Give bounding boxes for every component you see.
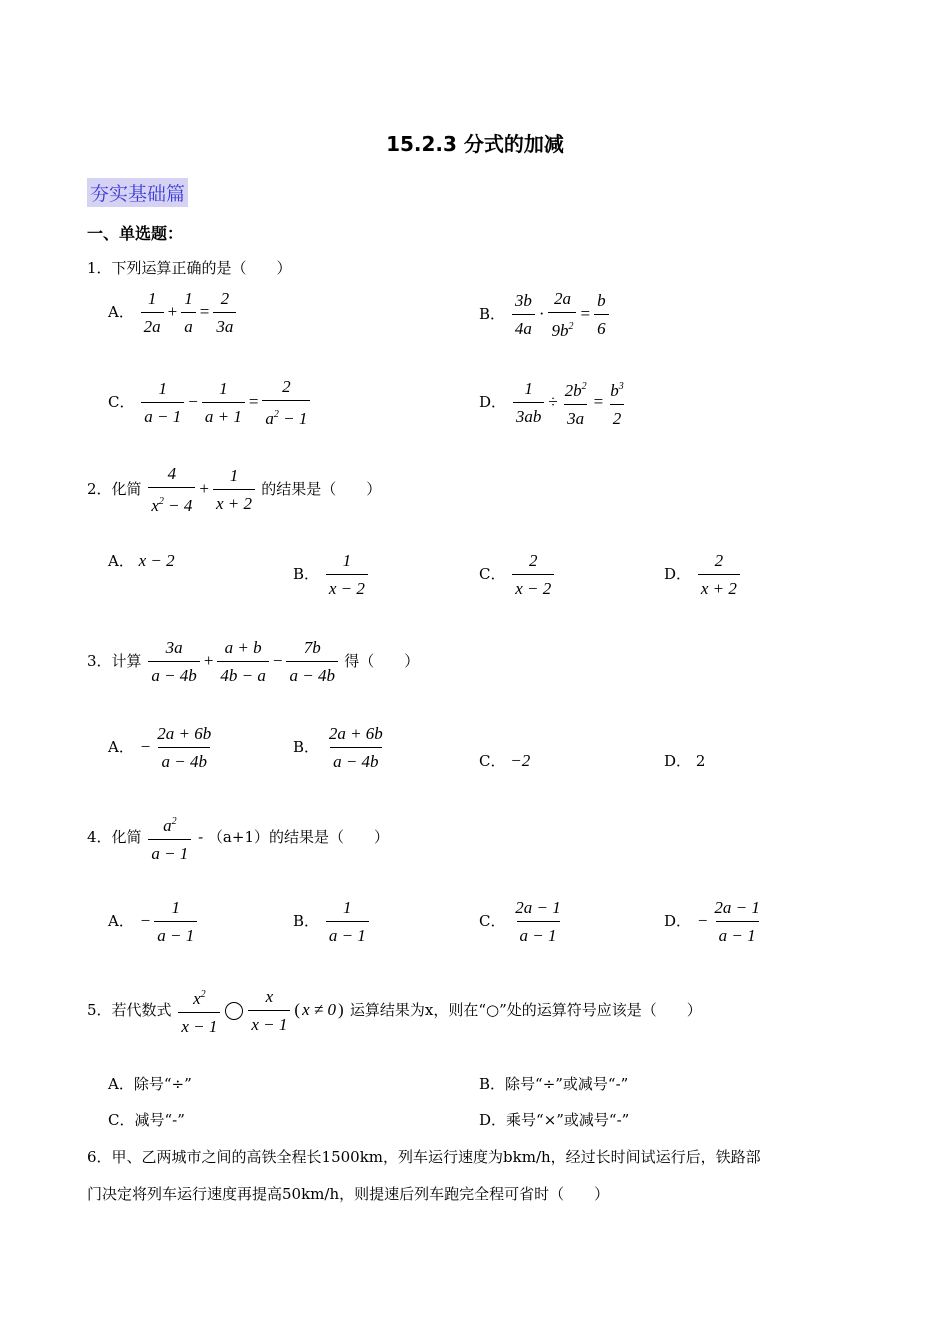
q4-expression: $\frac{a^2}{a - 1}$	[146, 827, 193, 846]
section-heading: 一、单选题：	[87, 224, 184, 243]
q3-prefix: 3．计算	[87, 651, 142, 670]
q1-option-b-label: B．	[479, 304, 506, 323]
q1-option-c-formula: $\frac{1}{a - 1}$ − $\frac{1}{a + 1}$ = $\frac{2}{a^2 - 1}$	[139, 392, 312, 411]
q3-option-d-value: 2	[695, 752, 706, 770]
q4-option-d	[664, 897, 765, 947]
q1-option-d	[479, 376, 629, 430]
q2-option-a	[108, 550, 175, 571]
q1-option-a-label: A．	[108, 302, 134, 321]
q5-option-d: D．乘号“×”或减号“-”	[479, 1111, 630, 1129]
q2-option-d	[664, 550, 742, 600]
q3-suffix: 得（ ）	[344, 651, 420, 670]
q2-expression: $\frac{4}{x^2 - 4}$ + $\frac{1}{x + 2}$	[146, 479, 261, 498]
q5-prefix: 5．若代数式	[87, 1000, 172, 1019]
q3-option-b-formula: $\frac{2a + 6b}{a - 4b}$	[328, 724, 383, 771]
q1-option-a-formula: $\frac{1}{2a}$ + $\frac{1}{a}$ = $\frac{2}{3a}$	[139, 302, 239, 321]
q5-option-b: B．除号“÷”或减号“-”	[479, 1075, 629, 1093]
q2-option-c-label: C．	[479, 564, 506, 583]
q2-option-d-formula: $\frac{2}{x + 2}$	[696, 564, 742, 583]
q3-option-c	[479, 750, 530, 771]
q2-option-d-label: D．	[664, 564, 692, 583]
q2-option-a-formula: x − 2	[138, 551, 175, 570]
q4-option-d-label: D．	[664, 911, 692, 930]
q4-option-b	[293, 897, 371, 947]
q4-option-d-formula: − $\frac{2a - 1}{a - 1}$	[697, 898, 760, 945]
q2-prefix: 2．化简	[87, 479, 142, 498]
q1-option-c-label: C．	[108, 392, 135, 411]
q3-option-d-label: D．	[664, 752, 692, 770]
q2-option-b	[293, 550, 370, 600]
q4-prefix: 4．化简	[87, 827, 142, 846]
q5-expression: $\frac{x^2}{x - 1}$ $\frac{x}{x - 1}$ ( x ≠ 0 )	[176, 1000, 350, 1019]
q2-suffix: 的结果是（ ）	[261, 479, 382, 498]
question-6-line-2: 门决定将列车运行速度再提高50km/h，则提速后列车跑完全程可省时（ ）	[87, 1185, 610, 1203]
question-5-stem	[87, 984, 702, 1038]
section-banner: 夯实基础篇	[87, 178, 188, 207]
q3-option-a	[108, 723, 216, 773]
q1-option-b-formula: $\frac{3b}{4a}$ · $\frac{2a}{9b^2}$ = $\frac{b}{6}$	[510, 304, 611, 323]
q4-option-c-label: C．	[479, 911, 506, 930]
q3-option-d	[664, 750, 705, 771]
q2-option-a-label: A．	[108, 552, 134, 570]
q1-option-c	[108, 376, 312, 430]
question-4-stem	[87, 811, 389, 865]
q5-suffix: 运算结果为x，则在“○”处的运算符号应该是（ ）	[349, 1000, 702, 1019]
q3-option-b	[293, 723, 388, 773]
q4-option-a	[108, 897, 199, 947]
q1-option-a	[108, 288, 238, 338]
q3-option-a-label: A．	[108, 737, 134, 756]
q4-option-c	[479, 897, 566, 947]
q4-option-b-formula: $\frac{1}{a - 1}$	[324, 911, 371, 930]
operator-circle-icon	[225, 1002, 243, 1020]
question-6-line-1: 6．甲、乙两城市之间的高铁全程长1500km，列车运行速度为bkm/h，经过长时间试运行后，铁路部	[87, 1148, 761, 1166]
q2-option-c	[479, 550, 556, 600]
page-title: 15.2.3 分式的加减	[386, 132, 564, 156]
q2-option-c-formula: $\frac{2}{x - 2}$	[510, 564, 556, 583]
q1-option-b	[479, 288, 611, 342]
question-1-stem: 1．下列运算正确的是（ ）	[87, 259, 292, 277]
q5-option-c: C．减号“-”	[108, 1111, 185, 1129]
q5-option-a: A．除号“÷”	[108, 1075, 192, 1093]
question-3-stem	[87, 637, 419, 687]
q3-option-c-label: C．	[479, 752, 506, 770]
q4-option-c-formula: $\frac{2a - 1}{a - 1}$	[515, 898, 561, 945]
q1-option-d-formula: $\frac{1}{3ab}$ ÷ $\frac{2b^2}{3a}$ = $\frac{b^3}{2}$	[511, 392, 629, 411]
q2-option-b-formula: $\frac{1}{x - 2}$	[324, 564, 370, 583]
q2-option-b-label: B．	[293, 564, 320, 583]
question-2-stem	[87, 463, 381, 517]
q3-option-b-label: B．	[293, 737, 320, 756]
q3-option-a-formula: − $\frac{2a + 6b}{a - 4b}$	[140, 724, 212, 771]
q4-option-a-label: A．	[108, 911, 134, 930]
q1-option-d-label: D．	[479, 392, 507, 411]
q4-suffix: - （a+1）的结果是（ ）	[198, 827, 389, 846]
q4-option-b-label: B．	[293, 911, 320, 930]
q3-option-c-formula: −2	[510, 751, 531, 770]
q3-expression: $\frac{3a}{a - 4b}$ + $\frac{a + b}{4b - a}$ − $\frac{7b}{a - 4b}$	[146, 651, 344, 670]
q4-option-a-formula: − $\frac{1}{a - 1}$	[139, 911, 200, 930]
